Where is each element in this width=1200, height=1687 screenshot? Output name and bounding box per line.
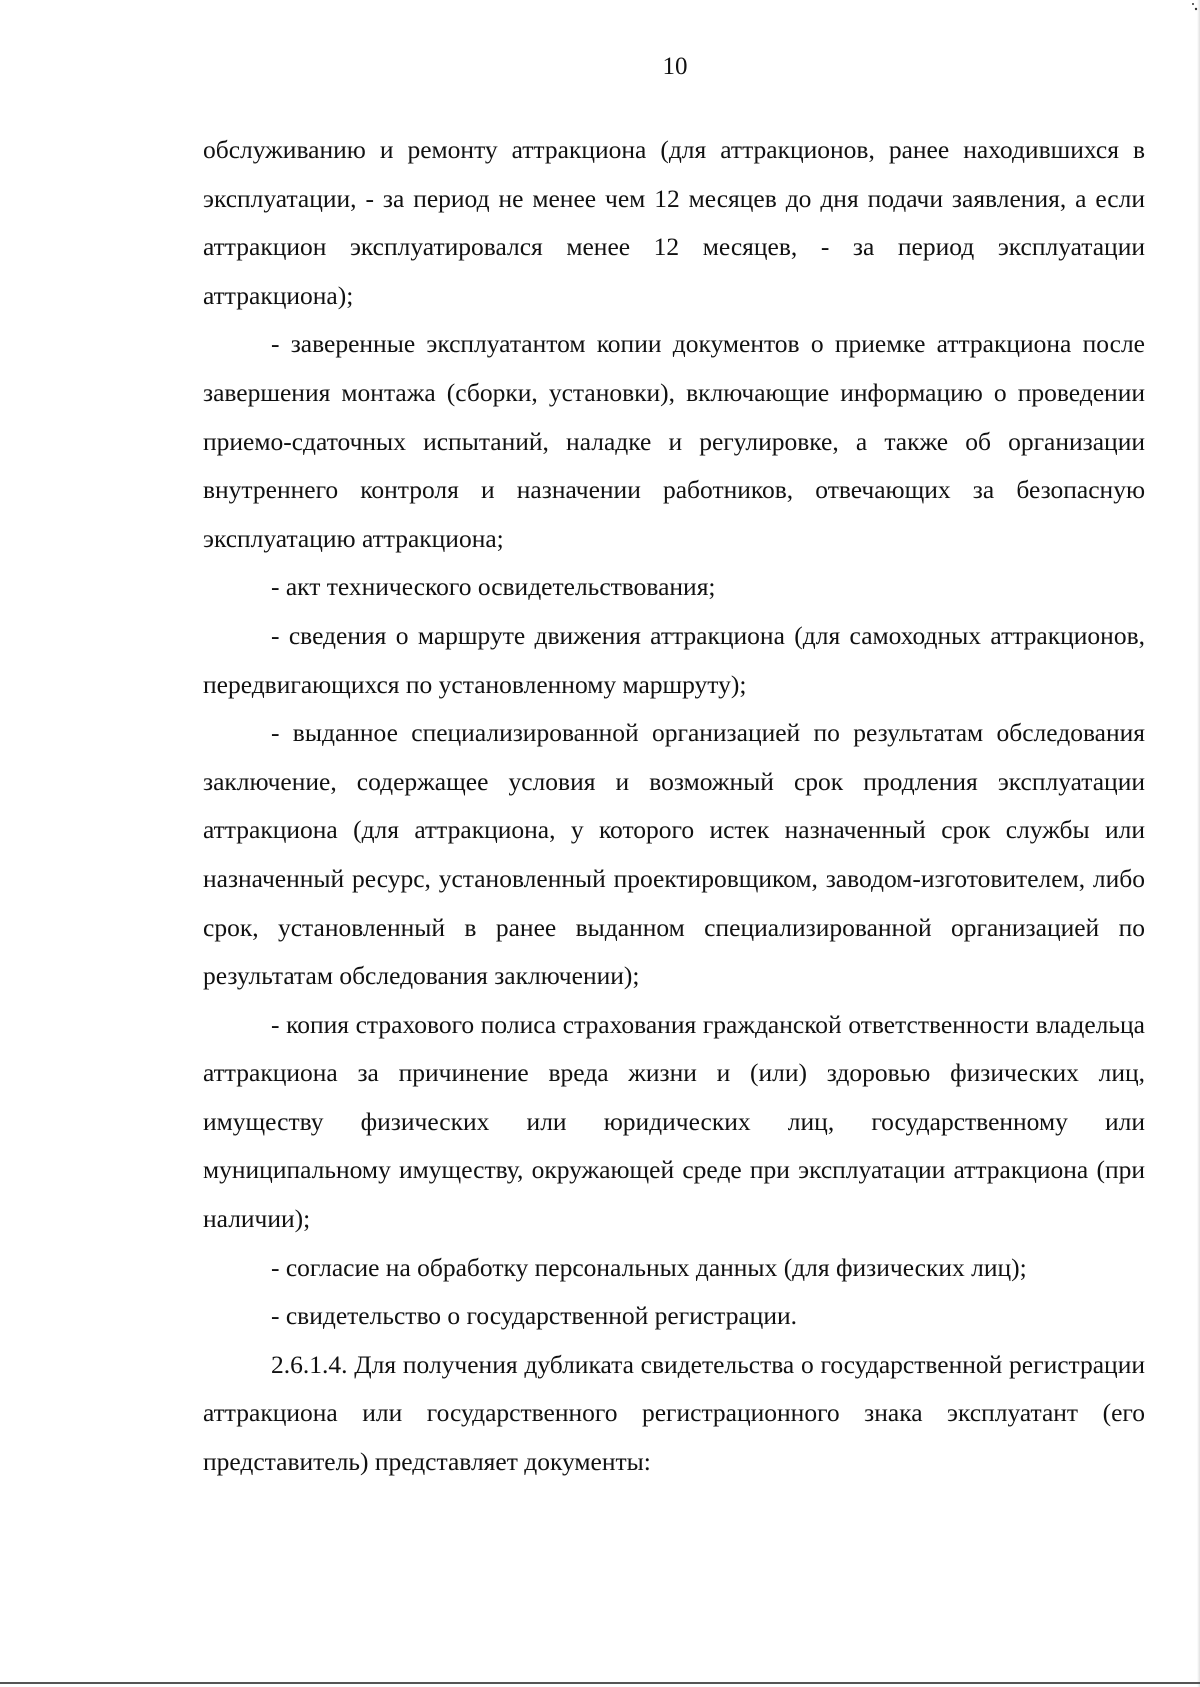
paragraph-continuation: обслуживанию и ремонту аттракциона (для аттракционов, ранее находившихся в эксплуатации, - за период не менее чем 12 месяцев до дня подачи заявления, а если аттракцион эксплуатировался менее 12 месяцев, - за период эксплуатации аттракциона); [203,135,1145,310]
list-item-acceptance-documents: - заверенные эксплуатантом копии документов о приемке аттракциона после завершения монтажа (сборки, установки), включающие информацию о проведении приемо-сдаточных испытаний, наладке и регулировке, а также об организации внутреннего контроля и назначении работников, отвечающих за безопасную эксплуатацию аттракциона; [203,329,1145,553]
page-number: 10 [662,53,688,80]
list-item-route-info: - сведения о маршруте движения аттракциона (для самоходных аттракционов, передвигающихся по установленному маршруту); [203,620,1145,699]
list-item-insurance-policy: - копия страхового полиса страхования гражданской ответственности владельца аттракциона за причинение вреда жизни и (или) здоровью физических лиц, имуществу физических или юридических лиц, государственному или муниципальному имуществу, окружающей среде при эксплуатации аттракциона (при наличии); [203,1009,1145,1234]
list-item-personal-data-consent: - согласие на обработку персональных данных (для физических лиц); [271,1252,1027,1282]
document-body [203,126,1145,1487]
bottom-scan-line [0,1682,1200,1684]
list-item-registration-certificate: - свидетельство о государственной регистрации. [271,1301,797,1331]
section-2-6-1-4: 2.6.1.4. Для получения дубликата свидетельства о государственной регистрации аттракциона или государственного регистрационного знака эксплуатант (его представитель) представляет документы: [203,1349,1145,1477]
list-item-technical-inspection-act: - акт технического освидетельствования; [271,572,716,602]
list-item-inspection-conclusion: - выданное специализированной организацией по результатам обследования заключение, содержащее условия и возможный срок продления эксплуатации аттракциона (для аттракциона, у которого истек назначенный срок службы или назначенный ресурс, установленный проектировщиком, заводом-изготовителем, либо срок, установленный в ранее выданном специализированной организацией по результатам обследования заключении); [203,718,1145,991]
scan-corner-mark [1190,2,1198,12]
